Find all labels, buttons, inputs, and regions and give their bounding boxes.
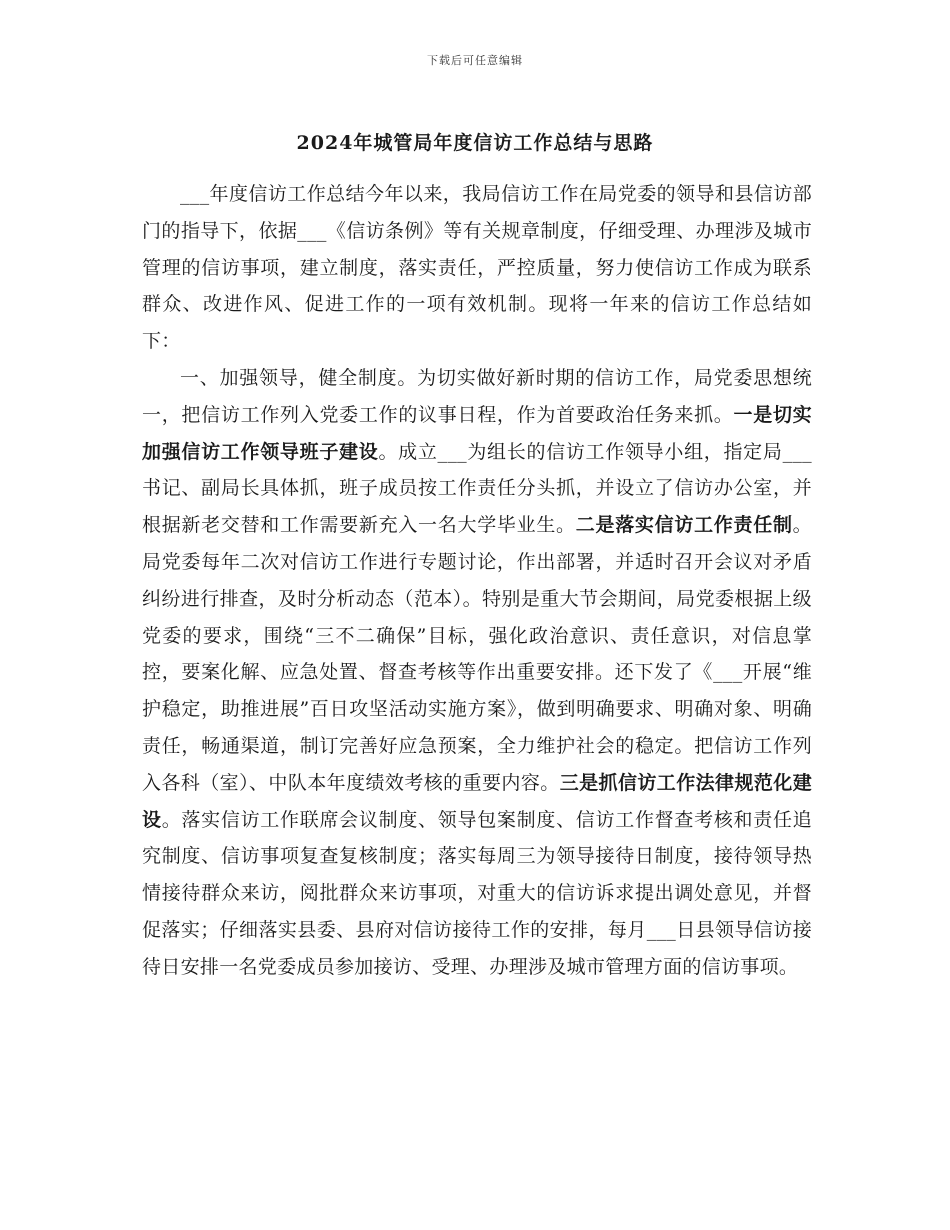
point-2-text: 。局党委每年二次对信访工作进行专题讨论，作出部署，并适时召开会议对矛盾纠纷进行排查，及时分析动态（范本）。特别是重大节会期间，局党委根据上级党委的要求，围绕“三不二确保”目标，强化政治意识、责任意识，对信息掌控，要案化解、应急处置、督查考核等作出重要安排。还下发了《___开展“维护稳定，助推进展”百日攻坚活动实施方案》，做到明确要求、明确对象、明确责任，畅通渠道，制订完善好应急预案，全力维护社会的稳定。把信访工作列入各科（室）、中队本年度绩效考核的重要内容。 — [142, 514, 812, 794]
header-note: 下载后可任意编辑 — [427, 54, 523, 67]
paragraph-section-1 — [142, 360, 812, 986]
document-title: 2024年城管局年度信访工作总结与思路 — [296, 132, 654, 154]
document-body — [142, 176, 812, 986]
point-1-heading: 一是切实加强信访工作领导班子建设 — [142, 403, 812, 463]
section-1-lead: 一、加强领导，健全制度。为切实做好新时期的信访工作，局党委思想统一，把信访工作列入党委工作的议事日程，作为首要政治任务来抓。 — [142, 366, 812, 426]
point-3-heading: 三是抓信访工作法律规范化建设 — [142, 771, 812, 831]
intro-text: ___年度信访工作总结今年以来，我局信访工作在局党委的领导和县信访部门的指导下，依据___《信访条例》等有关规章制度，仔细受理、办理涉及城市管理的信访事项，建立制度，落实责任，严控质量，努力使信访工作成为联系群众、改进作风、促进工作的一项有效机制。现将一年来的信访工作总结如下： — [142, 183, 812, 353]
point-2-heading: 二是落实信访工作责任制 — [575, 514, 793, 537]
point-1-text: 。成立___为组长的信访工作领导小组，指定局___书记、副局长具体抓，班子成员按工作责任分头抓，并设立了信访办公室，并根据新老交替和工作需要新充入一名大学毕业生。 — [142, 440, 812, 537]
point-3-text: 。落实信访工作联席会议制度、领导包案制度、信访工作督查考核和责任追究制度、信访事项复查复核制度；落实每周三为领导接待日制度，接待领导热情接待群众来访，阅批群众来访事项，对重大的信访诉求提出调处意见，并督促落实；仔细落实县委、县府对信访接待工作的安排，每月___日县领导信访接待日安排一名党委成员参加接访、受理、办理涉及城市管理方面的信访事项。 — [142, 808, 812, 978]
paragraph-intro — [142, 176, 812, 360]
